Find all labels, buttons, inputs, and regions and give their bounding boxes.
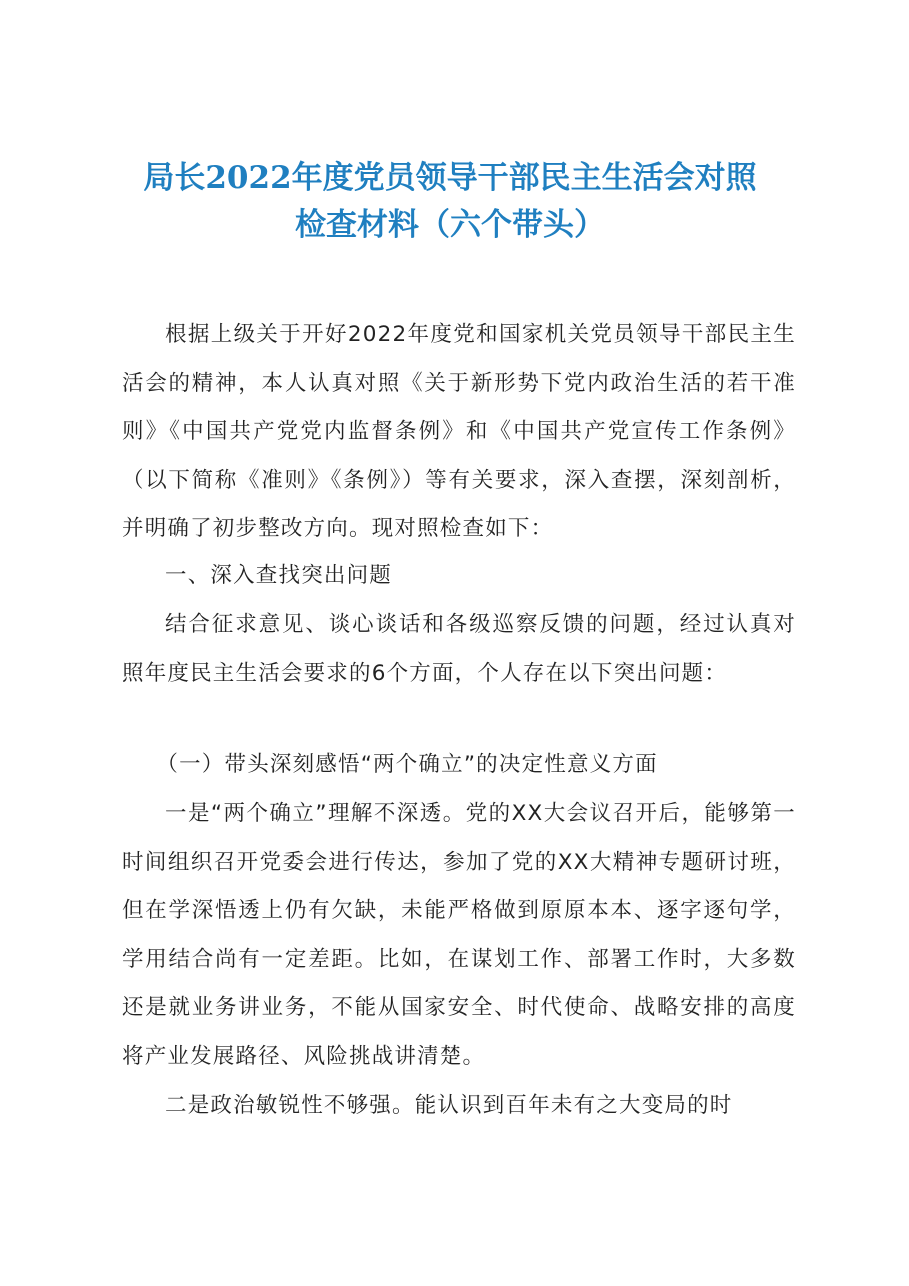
document-title — [100, 155, 800, 249]
subsection-heading-1: （一）带头深刻感悟“两个确立”的决定性意义方面 — [156, 752, 658, 777]
title-line-2: 检查材料（六个带头） — [295, 207, 605, 243]
section-intro-paragraph: 结合征求意见、谈心谈话和各级巡察反馈的问题，经过认真对照年度民主生活会要求的6个方面，个人存在以下突出问题： — [122, 612, 796, 686]
intro-paragraph: 根据上级关于开好2022年度党和国家机关党员领导干部民主生活会的精神，本人认真对照《关于新形势下党内政治生活的若干准则》《中国共产党党内监督条例》和《中国共产党宣传工作条例》（以下简称《准则》《条例》）等有关要求，深入查摆，深刻剖析，并明确了初步整改方向。现对照检查如下： — [122, 322, 796, 541]
title-line-1: 局长2022年度党员领导干部民主生活会对照 — [143, 160, 757, 196]
problem-paragraph-1: 一是“两个确立”理解不深透。党的XX大会议召开后，能够第一时间组织召开党委会进行传达，参加了党的XX大精神专题研讨班，但在学深悟透上仍有欠缺，未能严格做到原原本本、逐字逐句学，学用结合尚有一定差距。比如，在谋划工作、部署工作时，大多数还是就业务讲业务，不能从国家安全、时代使命、战略安排的高度将产业发展路径、风险挑战讲清楚。 — [122, 801, 796, 1069]
section-heading-1: 一、深入查找突出问题 — [165, 563, 393, 588]
problem-paragraph-2: 二是政治敏锐性不够强。能认识到百年未有之大变局的时 — [165, 1093, 733, 1118]
